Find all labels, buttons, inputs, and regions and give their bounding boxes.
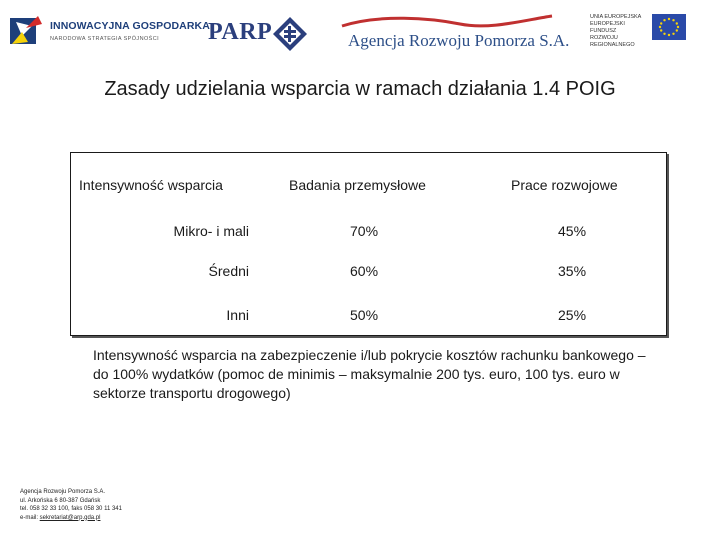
row-label-mikro-mali: Mikro- i mali [173,223,249,239]
footer-phone: tel. 058 32 33 100, faks 058 30 11 341 [20,506,122,512]
eu-line-2: EUROPEJSKI FUNDUSZ [590,21,625,34]
parp-diamond-icon [272,16,308,52]
cell-mikro-prace: 45% [558,223,587,239]
eu-logo-text [590,14,648,49]
support-intensity-table [70,152,667,336]
cell-inni-prace: 25% [558,307,587,323]
footer-contact [20,488,122,522]
eu-logo [590,12,712,52]
innowacyjna-gospodarka-emblem [8,14,44,50]
innowacyjna-gospodarka-logo [8,12,210,54]
innowacyjna-gospodarka-subtitle: NARODOWA STRATEGIA SPÓJNOŚCI [50,36,159,42]
row-label-inni: Inni [226,307,249,323]
eu-line-3: ROZWOJU REGIONALNEGO [590,35,635,48]
eu-flag-icon [652,14,686,40]
page-title: Zasady udzielania wsparcia w ramach działania 1.4 POIG [104,78,616,100]
cell-sredni-prace: 35% [558,263,587,279]
parp-logo [208,16,308,52]
footer-email-line [20,514,122,523]
support-intensity-note: Intensywność wsparcia na zabezpieczenie i/lub pokrycie kosztów rachunku bankowego – do 100% wydatków (pomoc de minimis – maksymalnie 200 tys. euro, 100 tys. euro w sektorze transportu drogowego) [93,347,646,401]
footer-address: ul. Arkońska 6 80-387 Gdańsk [20,497,101,504]
cell-inni-badania: 50% [350,307,379,323]
row-label-sredni: Średni [208,263,249,279]
header-prace: Prace rozwojowe [511,177,618,193]
eu-line-1: UNIA EUROPEJSKA [590,14,642,20]
footer-company: Agencja Rozwoju Pomorza S.A. [20,489,106,495]
agencja-rozwoju-pomorza-logo [340,14,570,54]
cell-mikro-badania: 70% [350,223,379,239]
parp-logo-text: PARP [208,19,273,45]
arp-logo-text: Agencja Rozwoju Pomorza S.A. [348,31,570,50]
header-badania: Badania przemysłowe [289,177,426,193]
innowacyjna-gospodarka-title: INNOWACYJNA GOSPODARKA [50,20,210,32]
cell-sredni-badania: 60% [350,263,379,279]
footer-email-link[interactable]: sekretariat@arp.gda.pl [39,514,101,521]
footer-email-prefix: e-mail: [20,514,40,521]
header-intensywnosc: Intensywność wsparcia [79,177,223,193]
